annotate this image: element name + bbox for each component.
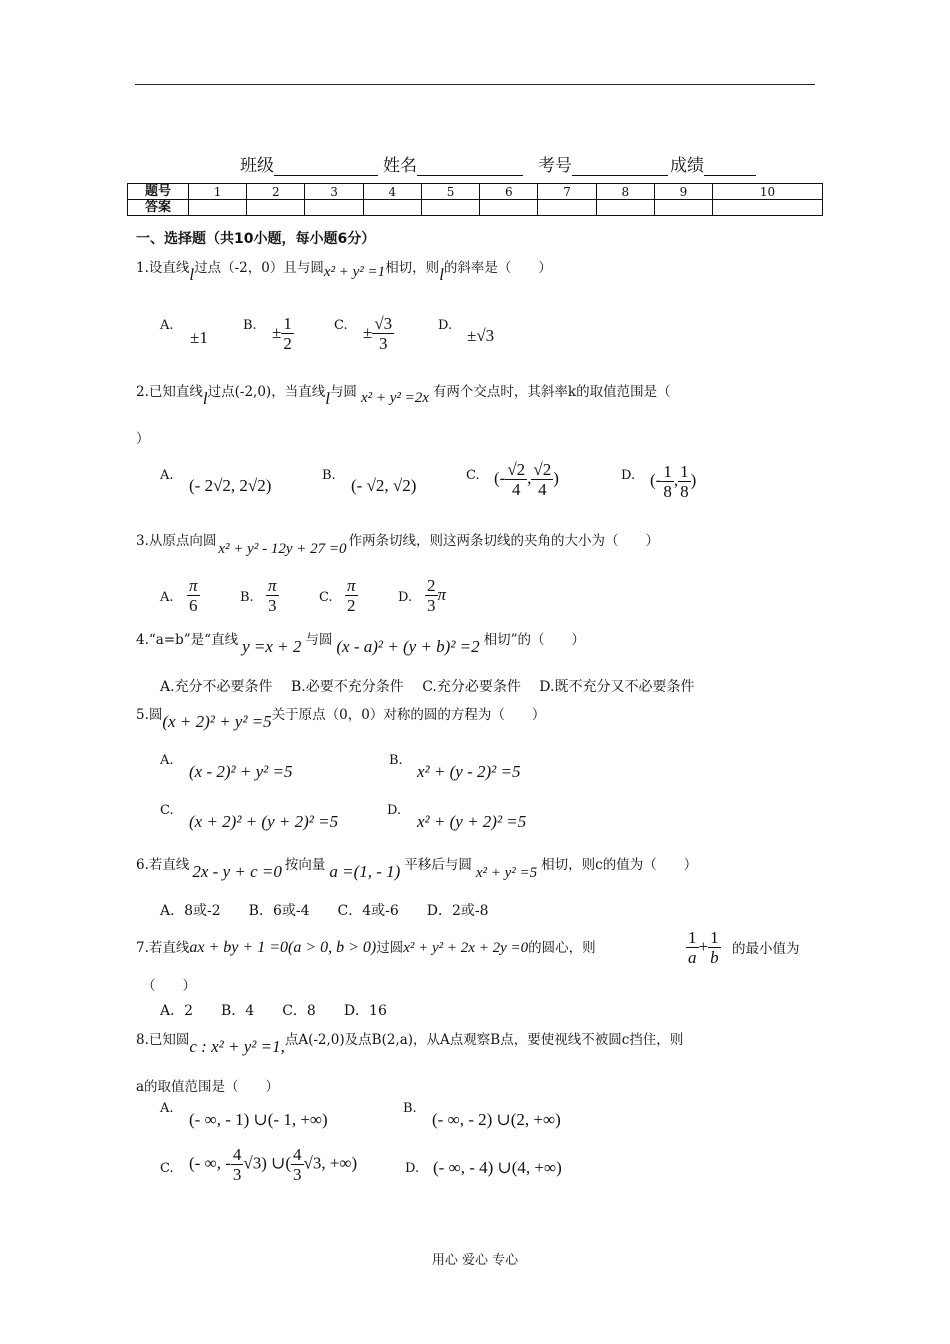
fraction xyxy=(345,576,358,615)
score-blank[interactable] xyxy=(704,157,756,176)
q1-option-a-value: ±1 xyxy=(190,328,208,347)
q7-math-line: ax + by + 1 =0(a > 0, b > 0) xyxy=(189,939,377,956)
denominator: 4 xyxy=(538,480,547,499)
q2-option-c-value: (- $\frac{√2}{4}$ , $\frac{√2}{4}$ ) xyxy=(494,460,559,499)
q2-option-c[interactable]: C. xyxy=(466,468,480,483)
q1-option-b-value xyxy=(272,314,294,353)
denominator: 8 xyxy=(663,482,672,501)
answer-row xyxy=(128,200,823,216)
close: ) xyxy=(690,470,697,490)
q7-text-a: 7.若直线 xyxy=(136,940,190,956)
q3-option-b[interactable]: B. xyxy=(240,590,254,605)
row-label-numbers: 题号 xyxy=(128,184,189,200)
answer-cell[interactable] xyxy=(596,200,654,216)
question-2 xyxy=(136,380,671,408)
pi: π xyxy=(437,585,447,604)
q1-math-l: l xyxy=(189,265,195,284)
exam-no-field xyxy=(538,151,668,176)
answer-cell[interactable] xyxy=(654,200,712,216)
q5-text-a: 5.圆 xyxy=(136,707,163,723)
q2-option-b[interactable]: B. xyxy=(322,468,336,483)
qnum-cell: 2 xyxy=(247,184,305,200)
close: √3, +∞) xyxy=(303,1153,358,1173)
q1-option-d-value: ±√3 xyxy=(467,326,495,345)
q8-text-c: a的取值范围是（ ） xyxy=(136,1079,280,1095)
sign: ± xyxy=(363,323,373,342)
qnum-cell: 8 xyxy=(596,184,654,200)
q7-math-circle: x² + y² + 2x + 2y =0 xyxy=(403,940,529,956)
q4-math-line: y =x + 2 xyxy=(242,637,302,656)
q1-math-circle: x² + y² =1 xyxy=(323,264,386,280)
q3-math-circle: x² + y² - 12y + 27 =0 xyxy=(218,541,347,557)
fraction xyxy=(678,462,691,501)
exam-no-blank[interactable] xyxy=(572,157,668,176)
answer-cell[interactable] xyxy=(538,200,596,216)
page-footer: 用心 爱心 专心 xyxy=(431,1253,519,1268)
exam-no-label: 考号 xyxy=(538,156,572,176)
q6-math-vector: a =(1, - 1) xyxy=(329,862,401,881)
question-8 xyxy=(136,1028,684,1056)
q2-option-d-value: (- $\frac{1}{8}$ , $\frac{1}{8}$ ) xyxy=(650,462,697,501)
row-label-answers: 答案 xyxy=(128,200,189,216)
q4-text-a: 4.“a=b”是“直线 xyxy=(136,632,239,648)
q1-option-d[interactable]: D. xyxy=(438,318,453,333)
q8-option-a-value: (- ∞, - 1) ∪(- 1, +∞) xyxy=(189,1110,328,1129)
answer-cell[interactable] xyxy=(247,200,305,216)
open: (- xyxy=(650,470,662,490)
numerator: 1 xyxy=(680,462,689,481)
fraction xyxy=(661,462,674,501)
q7-text-e: （ ） xyxy=(142,978,196,994)
answer-cell[interactable] xyxy=(480,200,538,216)
q8-option-a[interactable]: A. xyxy=(160,1101,174,1116)
q6-text-d: 相切，则c的值为（ ） xyxy=(541,857,698,873)
q4-text-c: 相切”的（ ） xyxy=(483,632,586,648)
denominator: 3 xyxy=(293,1165,302,1184)
q3-option-d[interactable]: D. xyxy=(398,590,413,605)
q1-option-c[interactable]: C. xyxy=(334,318,348,333)
numerator: 4 xyxy=(293,1145,302,1164)
q6-math-circle: x² + y² =5 xyxy=(475,865,538,881)
q2-math-l2: l xyxy=(325,389,330,408)
q4-options[interactable]: A.充分不必要条件 B.必要不充分条件 C.充分必要条件 D.既不充分又不必要条件 xyxy=(160,679,695,695)
question-1 xyxy=(136,256,552,284)
q3-text-b: 作两条切线，则这两条切线的夹角的大小为（ ） xyxy=(348,533,659,549)
fraction xyxy=(531,460,553,499)
q2-text-d: 有两个交点时，其斜率k的取值范围是（ xyxy=(432,384,671,400)
sign: ± xyxy=(272,323,282,342)
q3-option-c[interactable]: C. xyxy=(319,590,333,605)
numerator: √2 xyxy=(507,460,526,479)
denominator: a xyxy=(688,948,697,967)
denominator: 3 xyxy=(427,596,436,615)
qnum-cell: 1 xyxy=(189,184,247,200)
numerator: 1 xyxy=(688,928,697,947)
denominator: b xyxy=(710,948,719,967)
q3-text-a: 3.从原点向圆 xyxy=(136,533,217,549)
q1-text-c: 相切，则 xyxy=(385,260,440,276)
question-3 xyxy=(136,529,659,557)
qnum-cell: 10 xyxy=(713,184,823,200)
numerator: π xyxy=(347,576,356,595)
q1-option-b[interactable]: B. xyxy=(243,318,257,333)
numerator: 1 xyxy=(663,462,672,481)
q8-option-b-value: (- ∞, - 2) ∪(2, +∞) xyxy=(432,1110,561,1129)
fraction xyxy=(708,928,721,967)
question-7 xyxy=(136,936,596,957)
qnum-cell: 9 xyxy=(654,184,712,200)
q6-text-c: 平移后与圆 xyxy=(404,857,472,873)
question-5 xyxy=(136,703,546,731)
denominator: 6 xyxy=(189,596,198,615)
class-field xyxy=(240,151,378,176)
q8-option-d[interactable]: D. xyxy=(405,1161,420,1176)
q8-option-c-value xyxy=(189,1145,357,1184)
class-blank[interactable] xyxy=(274,157,378,176)
q6-text-a: 6.若直线 xyxy=(136,857,190,873)
name-field xyxy=(383,151,523,176)
q5-option-c-value: (x + 2)² + (y + 2)² =5 xyxy=(189,812,339,831)
q6-math-line: 2x - y + c =0 xyxy=(192,862,282,881)
q4-math-circle: (x - a)² + (y + b)² =2 xyxy=(336,637,480,656)
q6-text-b: 按向量 xyxy=(284,857,326,873)
q5-option-c[interactable]: C. xyxy=(160,803,174,818)
q8-math-circle: c : x² + y² =1, xyxy=(189,1037,285,1056)
answer-cell[interactable] xyxy=(305,200,363,216)
fraction xyxy=(187,576,200,615)
q8-option-b[interactable]: B. xyxy=(403,1101,417,1116)
q3-option-c-value xyxy=(345,576,358,615)
qnum-cell: 6 xyxy=(480,184,538,200)
score-label: 成绩 xyxy=(670,156,704,176)
q2-option-a-value: (- 2√2, 2√2) xyxy=(189,476,272,495)
fraction xyxy=(231,1145,244,1184)
fraction xyxy=(505,460,527,499)
fraction xyxy=(686,928,699,967)
q7-fraction-expr xyxy=(686,928,721,967)
qnum-cell: 7 xyxy=(538,184,596,200)
question-number-row xyxy=(128,184,823,200)
close: ) xyxy=(553,468,559,488)
q3-option-a-value xyxy=(187,576,200,615)
q5-option-d[interactable]: D. xyxy=(387,803,402,818)
q2-math-l: l xyxy=(202,389,208,408)
qnum-cell: 3 xyxy=(305,184,363,200)
q2-text-c: 与圆 xyxy=(329,384,357,400)
denominator: 2 xyxy=(347,596,356,615)
numerator: π xyxy=(189,576,198,595)
q5-option-a-value: (x - 2)² + y² =5 xyxy=(189,762,293,781)
q7-text-c: 的圆心，则 xyxy=(528,940,596,956)
class-label: 班级 xyxy=(240,156,274,176)
q5-option-d-value: x² + (y + 2)² =5 xyxy=(417,812,527,831)
q2-text-e: ） xyxy=(136,431,150,447)
numerator: 4 xyxy=(232,1145,242,1164)
numerator: √2 xyxy=(533,460,552,479)
denominator: 3 xyxy=(232,1165,242,1184)
answer-cell[interactable] xyxy=(189,200,247,216)
q2-text-a: 2.已知直线 xyxy=(136,384,203,400)
q7-text-d: 的最小值为 xyxy=(732,941,800,957)
q6-options[interactable]: A．8或-2 B．6或-4 C．4或-6 D．2或-8 xyxy=(160,903,489,919)
numerator: 1 xyxy=(283,314,292,333)
name-label: 姓名 xyxy=(383,156,417,176)
q1-text-b: 过点（-2，0）且与圆 xyxy=(194,260,324,276)
fraction xyxy=(266,576,279,615)
numerator: 2 xyxy=(427,576,436,595)
q1-option-c-value xyxy=(363,314,394,353)
numerator: 1 xyxy=(710,928,719,947)
plus: + xyxy=(698,937,709,956)
denominator: 3 xyxy=(268,596,277,615)
qnum-cell: 5 xyxy=(421,184,479,200)
answer-table xyxy=(127,183,823,216)
q1-text-a: 1.设直线 xyxy=(136,260,190,276)
question-4 xyxy=(136,628,586,656)
question-6 xyxy=(136,853,698,881)
denominator: 4 xyxy=(512,480,521,499)
q7-options[interactable]: A．2 B．4 C．8 D．16 xyxy=(160,1003,387,1019)
open: (- xyxy=(494,468,506,488)
q5-option-a[interactable]: A. xyxy=(160,753,174,768)
q2-option-d[interactable]: D. xyxy=(621,468,636,483)
q2-option-b-value: (- √2, √2) xyxy=(351,476,417,495)
q8-text-b: 点A(-2,0)及点B(2,a)，从A点观察B点，要使视线不被圆c挡住，则 xyxy=(284,1032,684,1048)
name-blank[interactable] xyxy=(417,157,523,176)
fraction xyxy=(281,314,294,353)
q5-text-b: 关于原点（0，0）对称的圆的方程为（ ） xyxy=(271,707,546,723)
q8-option-c[interactable]: C. xyxy=(160,1161,174,1176)
q5-option-b-value: x² + (y - 2)² =5 xyxy=(417,762,521,781)
q1-math-l2: l xyxy=(439,265,444,284)
top-rule xyxy=(135,84,815,85)
q5-option-b[interactable]: B. xyxy=(389,753,403,768)
q3-option-b-value xyxy=(266,576,279,615)
open: (- ∞, - xyxy=(189,1153,231,1173)
q5-math-circle: (x + 2)² + y² =5 xyxy=(162,712,272,731)
denominator: 3 xyxy=(379,334,388,353)
fraction xyxy=(425,576,438,615)
denominator: 8 xyxy=(680,482,689,501)
q3-option-d-value xyxy=(425,576,446,615)
middle: √3) ∪( xyxy=(243,1153,292,1173)
q1-option-a[interactable]: A. xyxy=(160,318,174,333)
numerator: π xyxy=(268,576,277,595)
section-title: 一、选择题（共10小题，每小题6分） xyxy=(136,231,376,247)
score-field xyxy=(670,151,756,176)
numerator: √3 xyxy=(374,314,393,333)
q7-text-b: 过圆 xyxy=(376,940,404,956)
answer-cell[interactable] xyxy=(363,200,421,216)
q8-option-d-value: (- ∞, - 4) ∪(4, +∞) xyxy=(433,1158,562,1177)
qnum-cell: 4 xyxy=(363,184,421,200)
q2-math-circle: x² + y² =2x xyxy=(360,390,429,406)
q3-option-a[interactable]: A. xyxy=(160,590,174,605)
q2-text-b: 过点(-2,0)，当直线 xyxy=(207,384,326,400)
fraction xyxy=(291,1145,304,1184)
q8-text-a: 8.已知圆 xyxy=(136,1032,190,1048)
fraction xyxy=(372,314,394,353)
answer-cell[interactable] xyxy=(713,200,823,216)
answer-cell[interactable] xyxy=(421,200,479,216)
q4-text-b: 与圆 xyxy=(305,632,333,648)
denominator: 2 xyxy=(283,334,292,353)
q1-text-d: 的斜率是（ ） xyxy=(443,260,552,276)
q2-option-a[interactable]: A. xyxy=(160,468,174,483)
